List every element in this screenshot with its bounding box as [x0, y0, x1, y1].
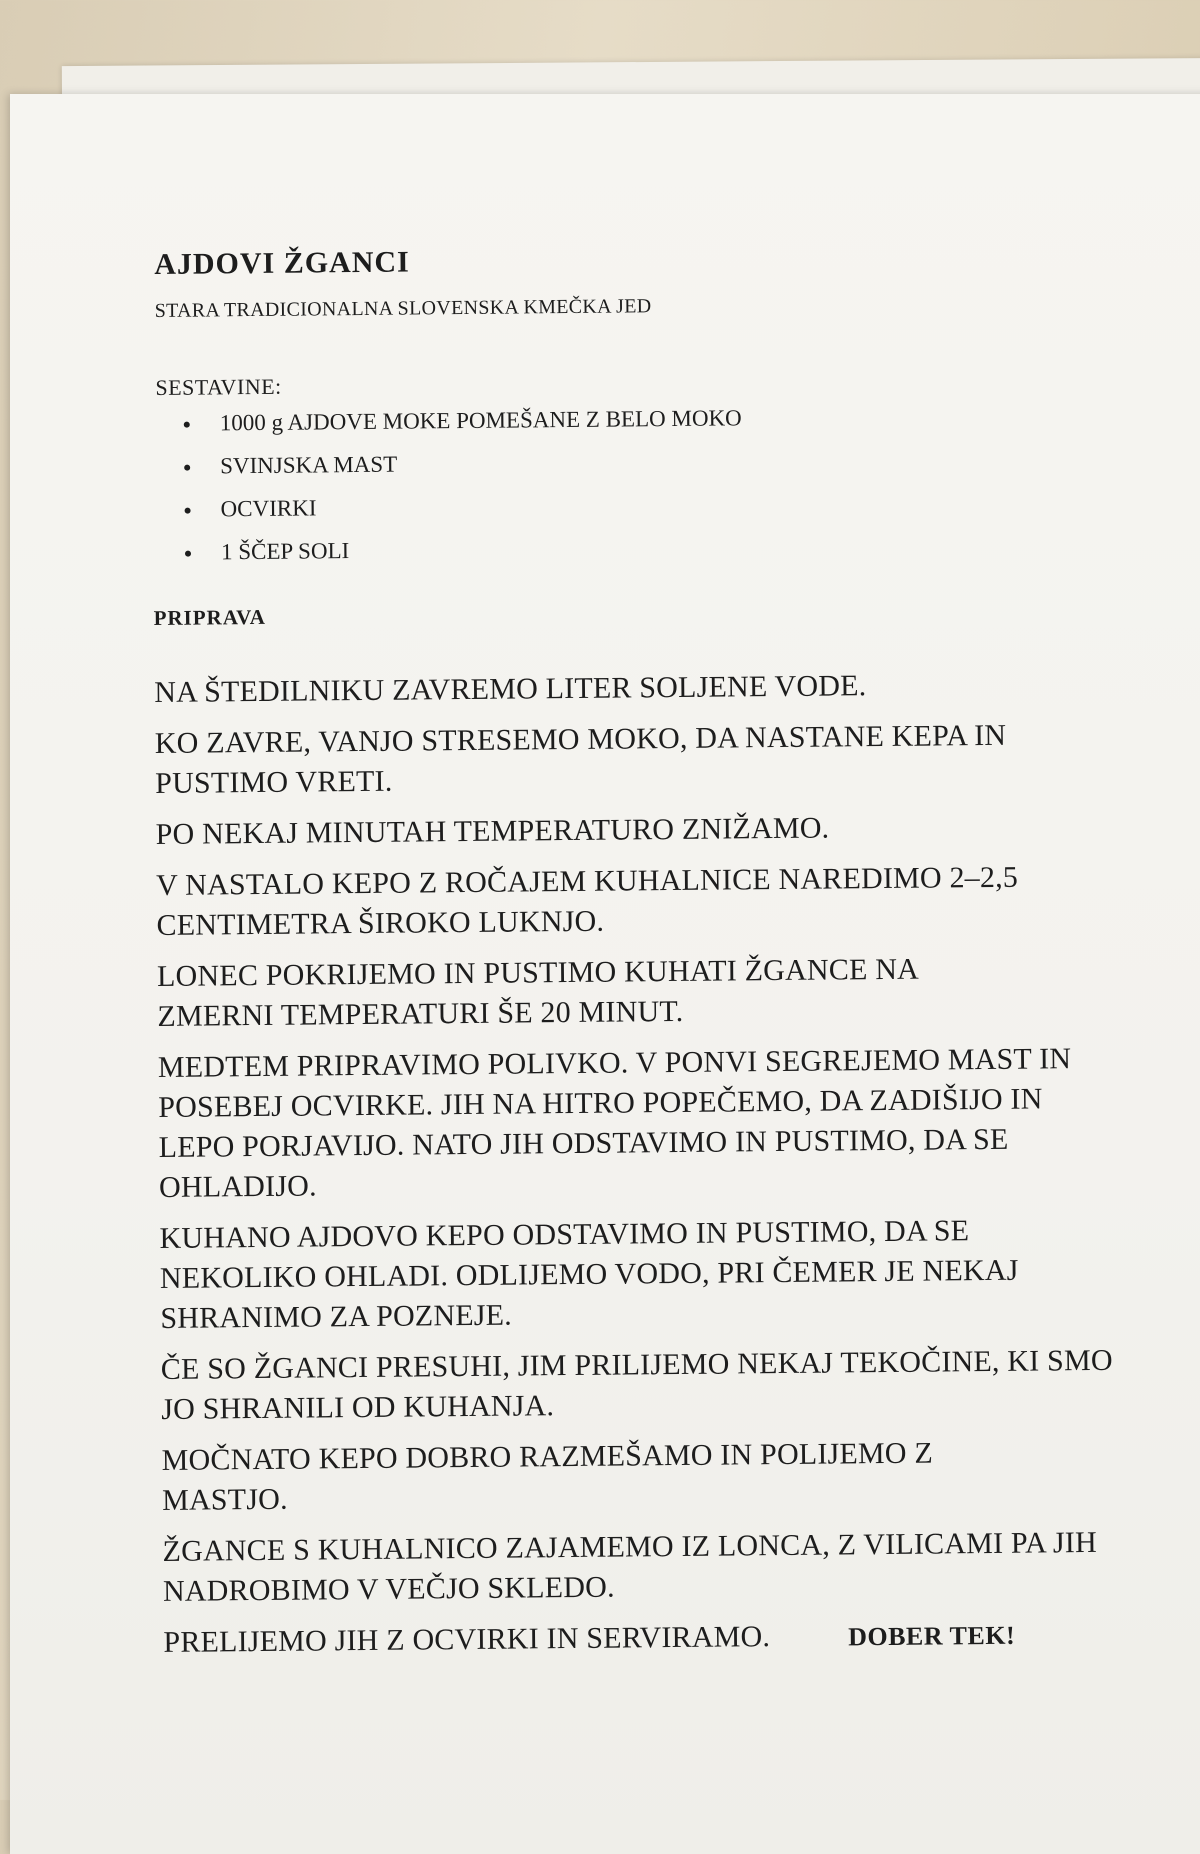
ingredient-text: SVINJSKA MAST — [220, 451, 398, 479]
preparation-step: MOČNATO KEPO DOBRO RAZMEŠAMO IN POLIJEMO Z MASTJO. — [161, 1436, 934, 1517]
preparation-step: ŽGANCE S KUHALNICO ZAJAMEMO IZ LONCA, Z VILICAMI PA JIH NADROBIMO V VEČJO SKLEDO. — [162, 1525, 1098, 1608]
ingredient-item — [184, 488, 1112, 523]
bullet-icon — [185, 551, 191, 557]
ingredients-label: SESTAVINE: — [155, 373, 282, 400]
preparation-step: KO ZAVRE, VANJO STRESEMO MOKO, DA NASTANE KEPA IN PUSTIMO VRETI. — [154, 718, 1007, 800]
ingredient-item — [184, 402, 1112, 437]
preparation-step: V NASTALO KEPO Z ROČAJEM KUHALNICE NAREDIMO 2–2,5 CENTIMETRA ŠIROKO LUKNJO. — [156, 860, 1019, 942]
preparation-step: PO NEKAJ MINUTAH TEMPERATURO ZNIŽAMO. — [155, 811, 830, 851]
preparation-label: PRIPRAVA — [153, 604, 266, 630]
ingredient-item — [184, 445, 1112, 480]
ingredient-item — [185, 531, 1113, 566]
preparation-step: KUHANO AJDOVO KEPO ODSTAVIMO IN PUSTIMO, DA SE NEKOLIKO OHLADI. ODLIJEMO VODO, PRI ČEMER JE NEKAJ SHRANIMO ZA POZNEJE. — [159, 1214, 1019, 1335]
bullet-icon — [185, 508, 191, 514]
preparation-step: NA ŠTEDILNIKU ZAVREMO LITER SOLJENE VODE. — [154, 669, 867, 709]
recipe — [150, 231, 1124, 1663]
bullet-icon — [184, 465, 190, 471]
bullet-icon — [184, 422, 190, 428]
recipe-subtitle: STARA TRADICIONALNA SLOVENSKA KMEČKA JED — [154, 295, 652, 322]
ingredient-text: 1000 g AJDOVE MOKE POMEŠANE Z BELO MOKO — [219, 405, 742, 436]
preparation-step: ČE SO ŽGANCI PRESUHI, JIM PRILIJEMO NEKAJ TEKOČINE, KI SMO JO SHRANILI OD KUHANJA. — [160, 1343, 1113, 1426]
preparation-step: PRELIJEMO JIH Z OCVIRKI IN SERVIRAMO. — [163, 1620, 771, 1659]
ingredients-list — [152, 402, 1113, 566]
preparation-step: LONEC POKRIJEMO IN PUSTIMO KUHATI ŽGANCE NA ZMERNI TEMPERATURI ŠE 20 MINUT. — [156, 952, 918, 1033]
recipe-title: AJDOVI ŽGANCI — [154, 245, 410, 281]
preparation-step: MEDTEM PRIPRAVIMO POLIVKO. V PONVI SEGREJEMO MAST IN POSEBEJ OCVIRKE. JIH NA HITRO POPEČEMO, DA ZADIŠIJO IN LEPO PORJAVIJO. NATO JIH ODSTAVIMO IN PUSTIMO, DA SE OHLADIJO. — [157, 1042, 1072, 1204]
preparation-steps — [154, 664, 1123, 1663]
ingredient-text: 1 ŠČEP SOLI — [220, 538, 350, 565]
closing-greeting: DOBER TEK! — [847, 1620, 1016, 1652]
ingredient-text: OCVIRKI — [220, 495, 317, 522]
